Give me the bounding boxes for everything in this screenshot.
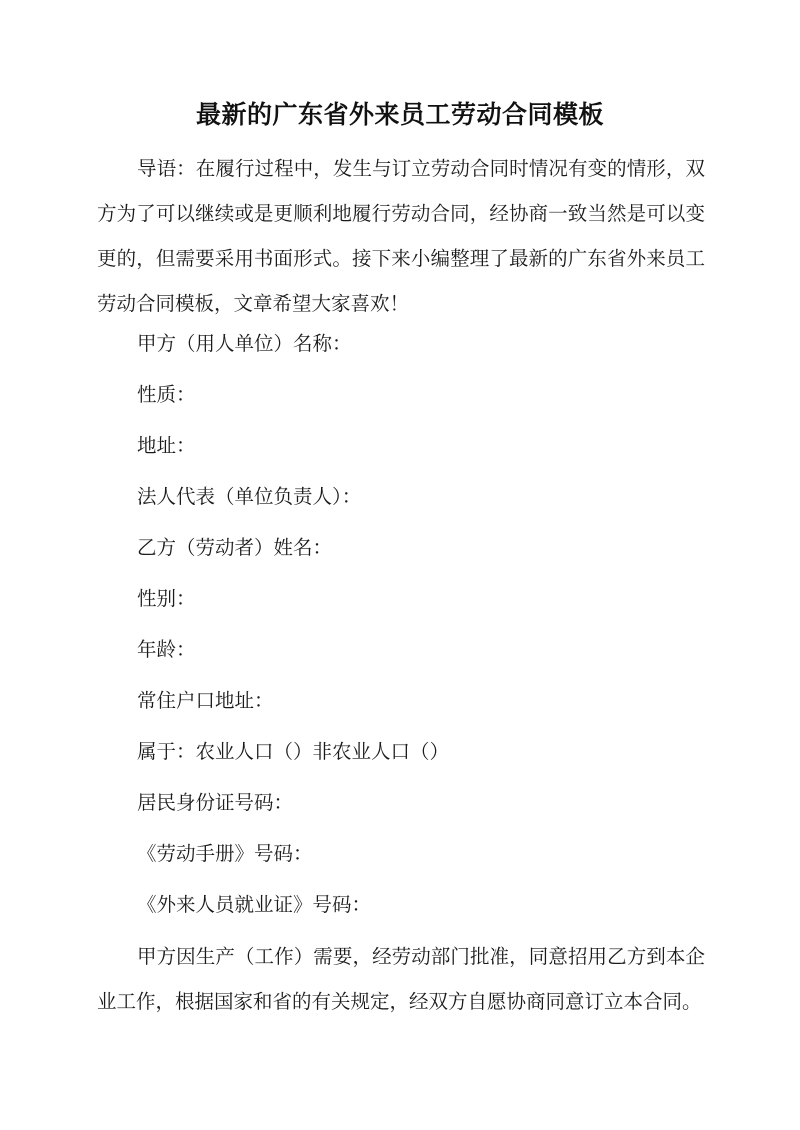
field-party-b-name: 乙方（劳动者）姓名： [137, 536, 333, 559]
field-legal-representative: 法人代表（单位负责人）： [137, 485, 362, 508]
field-labor-handbook-number: 《劳动手册》号码： [137, 842, 313, 865]
document-title: 最新的广东省外来员工劳动合同模板 [195, 100, 604, 129]
field-gender: 性别： [137, 587, 196, 610]
field-party-a-name: 甲方（用人单位）名称： [137, 332, 352, 355]
field-id-number: 居民身份证号码： [137, 791, 294, 814]
field-address: 地址： [137, 434, 196, 457]
field-age: 年龄： [137, 638, 196, 661]
closing-paragraph: 甲方因生产（工作）需要，经劳动部门批准，同意招用乙方到本企业工作，根据国家和省的有关规定，经双方自愿协商同意订立本合同。 [97, 945, 705, 1013]
field-nature: 性质： [137, 383, 196, 406]
intro-paragraph: 导语：在履行过程中，发生与订立劳动合同时情况有变的情形，双方为了可以继续或是更顺利地履行劳动合同，经协商一致当然是可以变更的，但需要采用书面形式。接下来小编整理了最新的广东省外来员工劳动合同模板，文章希望大家喜欢！ [97, 157, 705, 315]
field-employment-certificate-number: 《外来人员就业证》号码： [137, 893, 372, 916]
field-permanent-address: 常住户口地址： [137, 689, 274, 712]
field-household-type: 属于：农业人口（）非农业人口（） [137, 740, 450, 763]
